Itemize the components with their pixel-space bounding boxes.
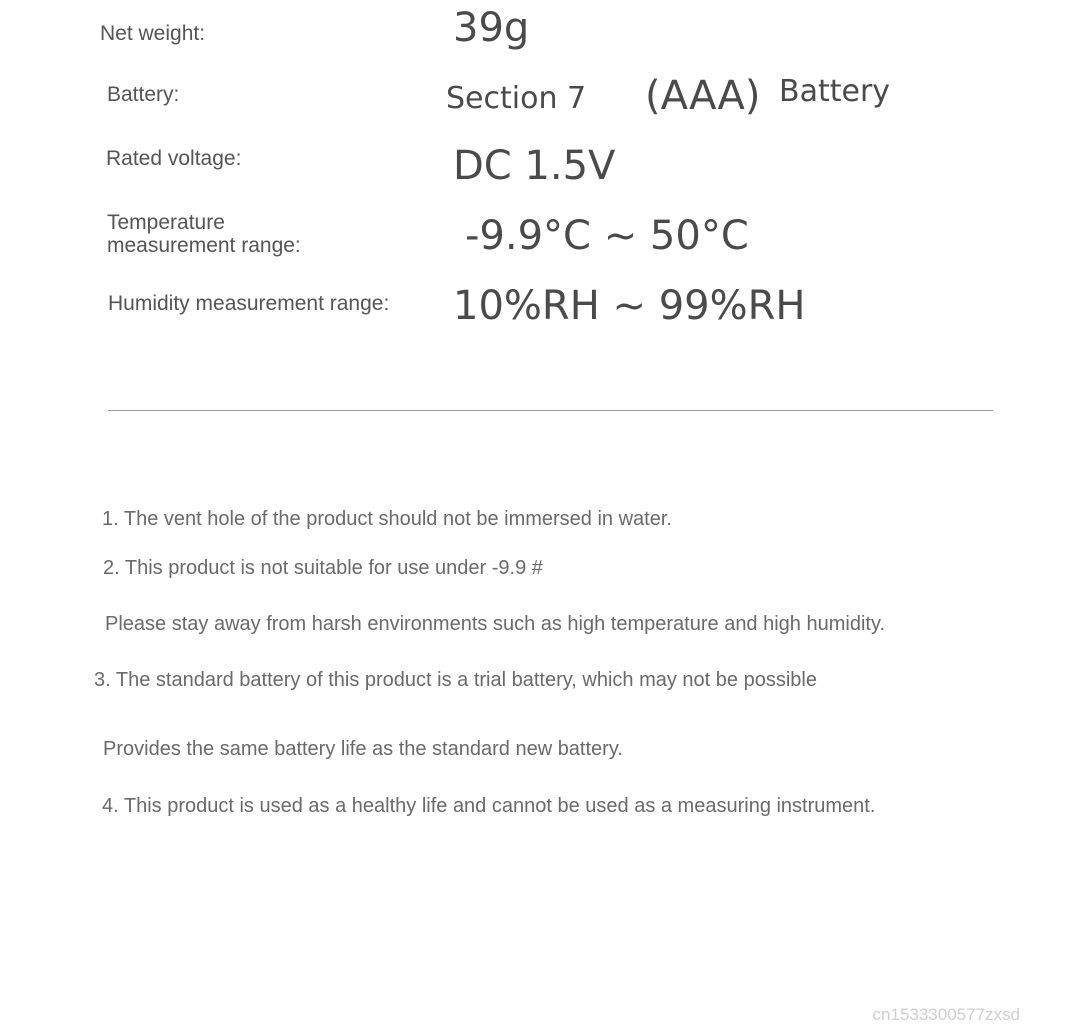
note-item: 3. The standard battery of this product is a trial battery, which may not be possible bbox=[94, 669, 817, 691]
humidity-label: Humidity measurement range: bbox=[108, 292, 390, 315]
store-watermark: cn1533300577zxsd bbox=[872, 1005, 1020, 1024]
battery-value-type: (AAA) bbox=[645, 73, 761, 119]
temperature-value: -9.9°C ~ 50°C bbox=[465, 213, 749, 259]
battery-value-section: Section 7 bbox=[446, 81, 587, 116]
net-weight-label: Net weight: bbox=[100, 22, 206, 45]
note-item: 2. This product is not suitable for use under -9.9 # bbox=[103, 557, 543, 579]
battery-value-word: Battery bbox=[779, 74, 891, 109]
temperature-label-line1: Temperature bbox=[107, 211, 225, 234]
rated-voltage-value: DC 1.5V bbox=[453, 143, 616, 189]
note-item: Please stay away from harsh environments such as high temperature and high humidity. bbox=[105, 613, 886, 635]
note-item: 1. The vent hole of the product should not be immersed in water. bbox=[102, 508, 672, 530]
net-weight-value: 39g bbox=[453, 5, 530, 51]
humidity-value: 10%RH ~ 99%RH bbox=[453, 283, 806, 329]
note-item: 4. This product is used as a healthy life and cannot be used as a measuring instrument. bbox=[102, 795, 876, 817]
rated-voltage-label: Rated voltage: bbox=[106, 147, 242, 170]
note-item: Provides the same battery life as the standard new battery. bbox=[103, 738, 623, 760]
section-divider bbox=[108, 410, 993, 411]
battery-label: Battery: bbox=[107, 83, 180, 106]
temperature-label-line2: measurement range: bbox=[107, 234, 301, 257]
